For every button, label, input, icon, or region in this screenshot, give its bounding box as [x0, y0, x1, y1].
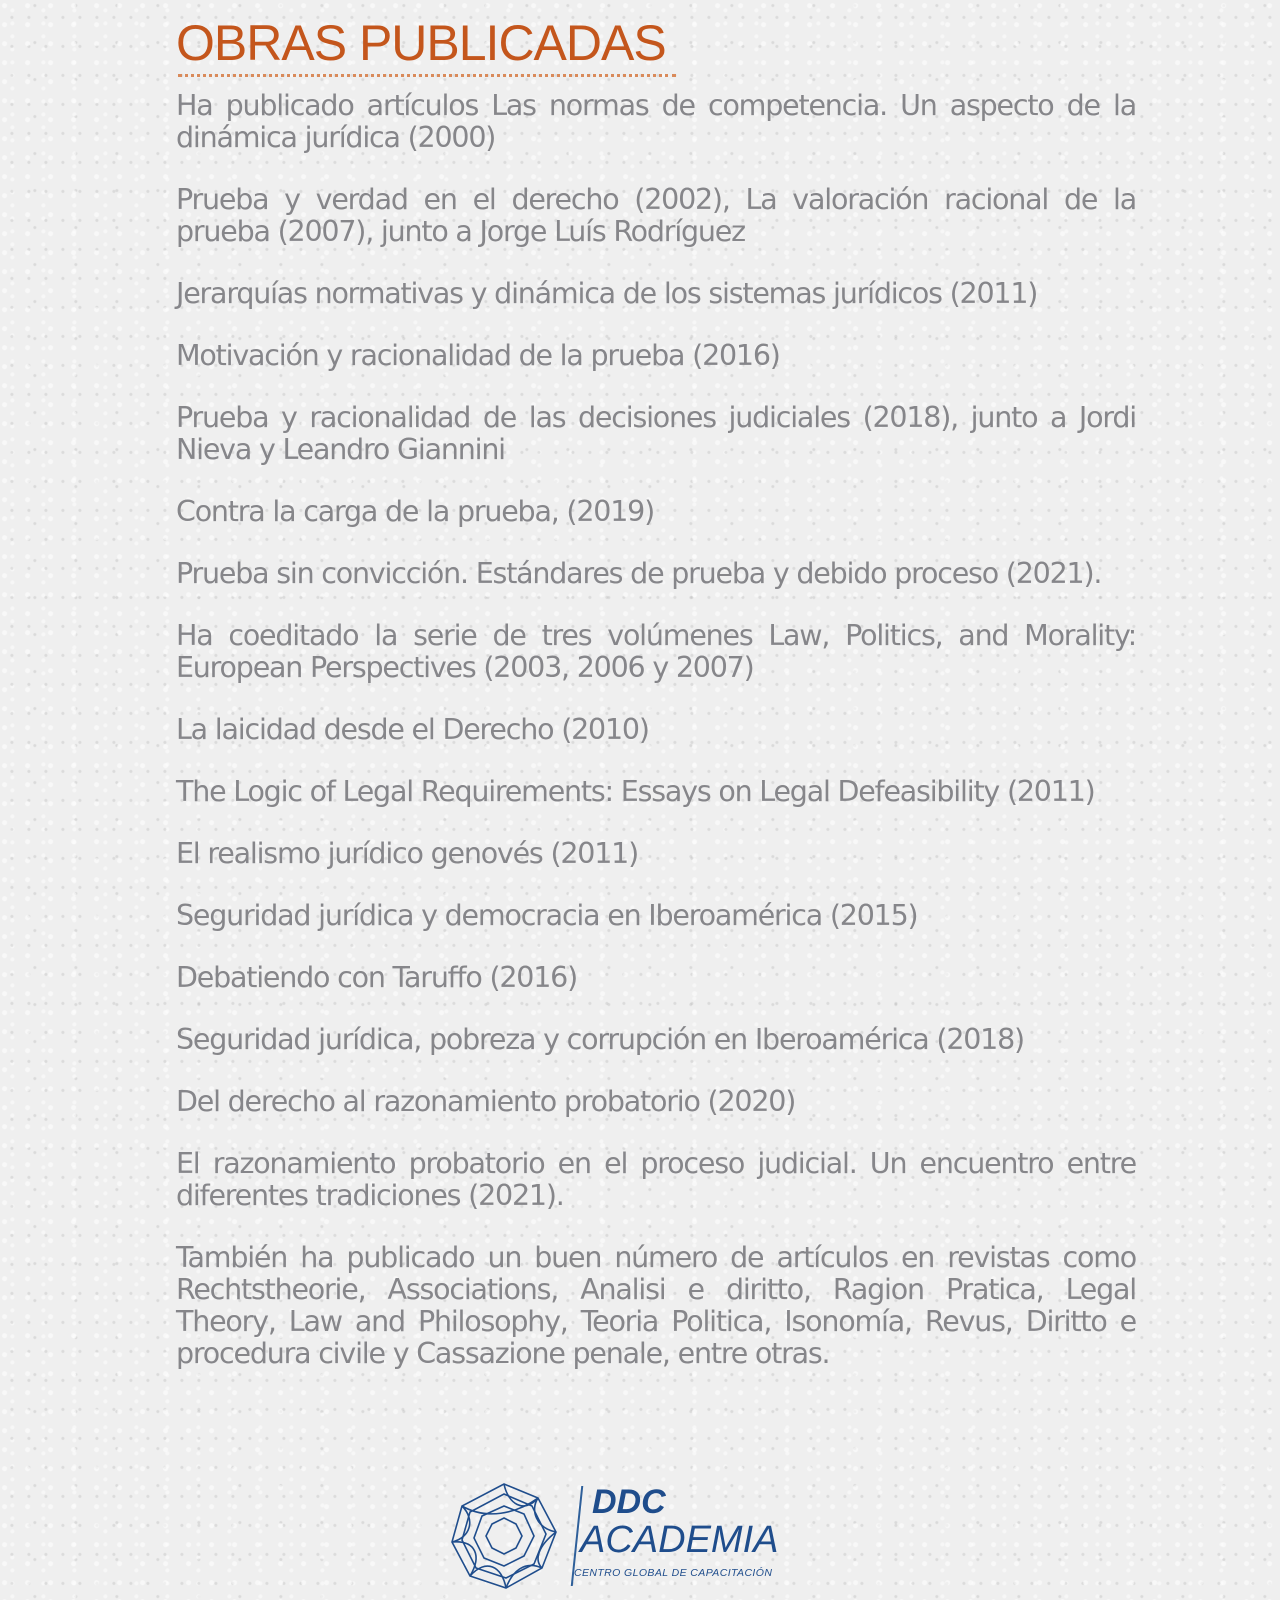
publication-item: Contra la carga de la prueba, (2019): [176, 495, 654, 528]
publication-item: Prueba y racionalidad de las decisiones judiciales (2018), junto a Jordi Nieva y Leandro Giannini: [176, 401, 1136, 466]
publication-item: Motivación y racionalidad de la prueba (2016): [176, 339, 780, 372]
logo-name-text: ACADEMIA: [580, 1519, 779, 1561]
publication-item: Ha coeditado la serie de tres volúmenes Law, Politics, and Morality: European Perspectives (2003, 2006 y 2007): [176, 619, 1136, 684]
publication-item: También ha publicado un buen número de artículos en revistas como Rechtstheorie, Associations, Analisi e diritto, Ragion Pratica, Legal Theory, Law and Philosophy, Teoria Politica, Isonomía, Revus, Diritto e procedura civile y Cassazione penale, entre otras.: [176, 1241, 1136, 1370]
publication-item: Prueba y verdad en el derecho (2002), La valoración racional de la prueba (2007), junto a Jorge Luís Rodríguez: [176, 183, 1136, 248]
publication-item: Prueba sin convicción. Estándares de prueba y debido proceso (2021).: [176, 557, 1102, 590]
logo-tagline: CENTRO GLOBAL DE CAPACITACIÓN: [574, 1567, 773, 1579]
publication-item: El razonamiento probatorio en el proceso judicial. Un encuentro entre diferentes tradiciones (2021).: [176, 1147, 1136, 1212]
page-title: OBRAS PUBLICADAS: [176, 15, 666, 71]
publication-item: Debatiendo con Taruffo (2016): [176, 961, 578, 994]
publication-item: La laicidad desde el Derecho (2010): [176, 713, 649, 746]
ddc-academia-logo: [446, 1480, 786, 1592]
publication-item: The Logic of Legal Requirements: Essays on Legal Defeasibility (2011): [176, 775, 1095, 808]
publication-item: Seguridad jurídica y democracia en Iberoamérica (2015): [176, 899, 918, 932]
publication-item: Del derecho al razonamiento probatorio (2020): [176, 1085, 796, 1118]
publication-item: El realismo jurídico genovés (2011): [176, 837, 639, 870]
publications-list: [176, 90, 1136, 1400]
publication-item: Ha publicado artículos Las normas de competencia. Un aspecto de la dinámica jurídica (2000): [176, 89, 1136, 154]
publication-item: Jerarquías normativas y dinámica de los sistemas jurídicos (2011): [176, 277, 1038, 310]
title-dotted-underline: [178, 74, 676, 77]
publication-item: Seguridad jurídica, pobreza y corrupción en Iberoamérica (2018): [176, 1023, 1024, 1056]
logo-brand-text: DDC: [592, 1483, 666, 1521]
rosette-logo-icon: [446, 1480, 562, 1592]
